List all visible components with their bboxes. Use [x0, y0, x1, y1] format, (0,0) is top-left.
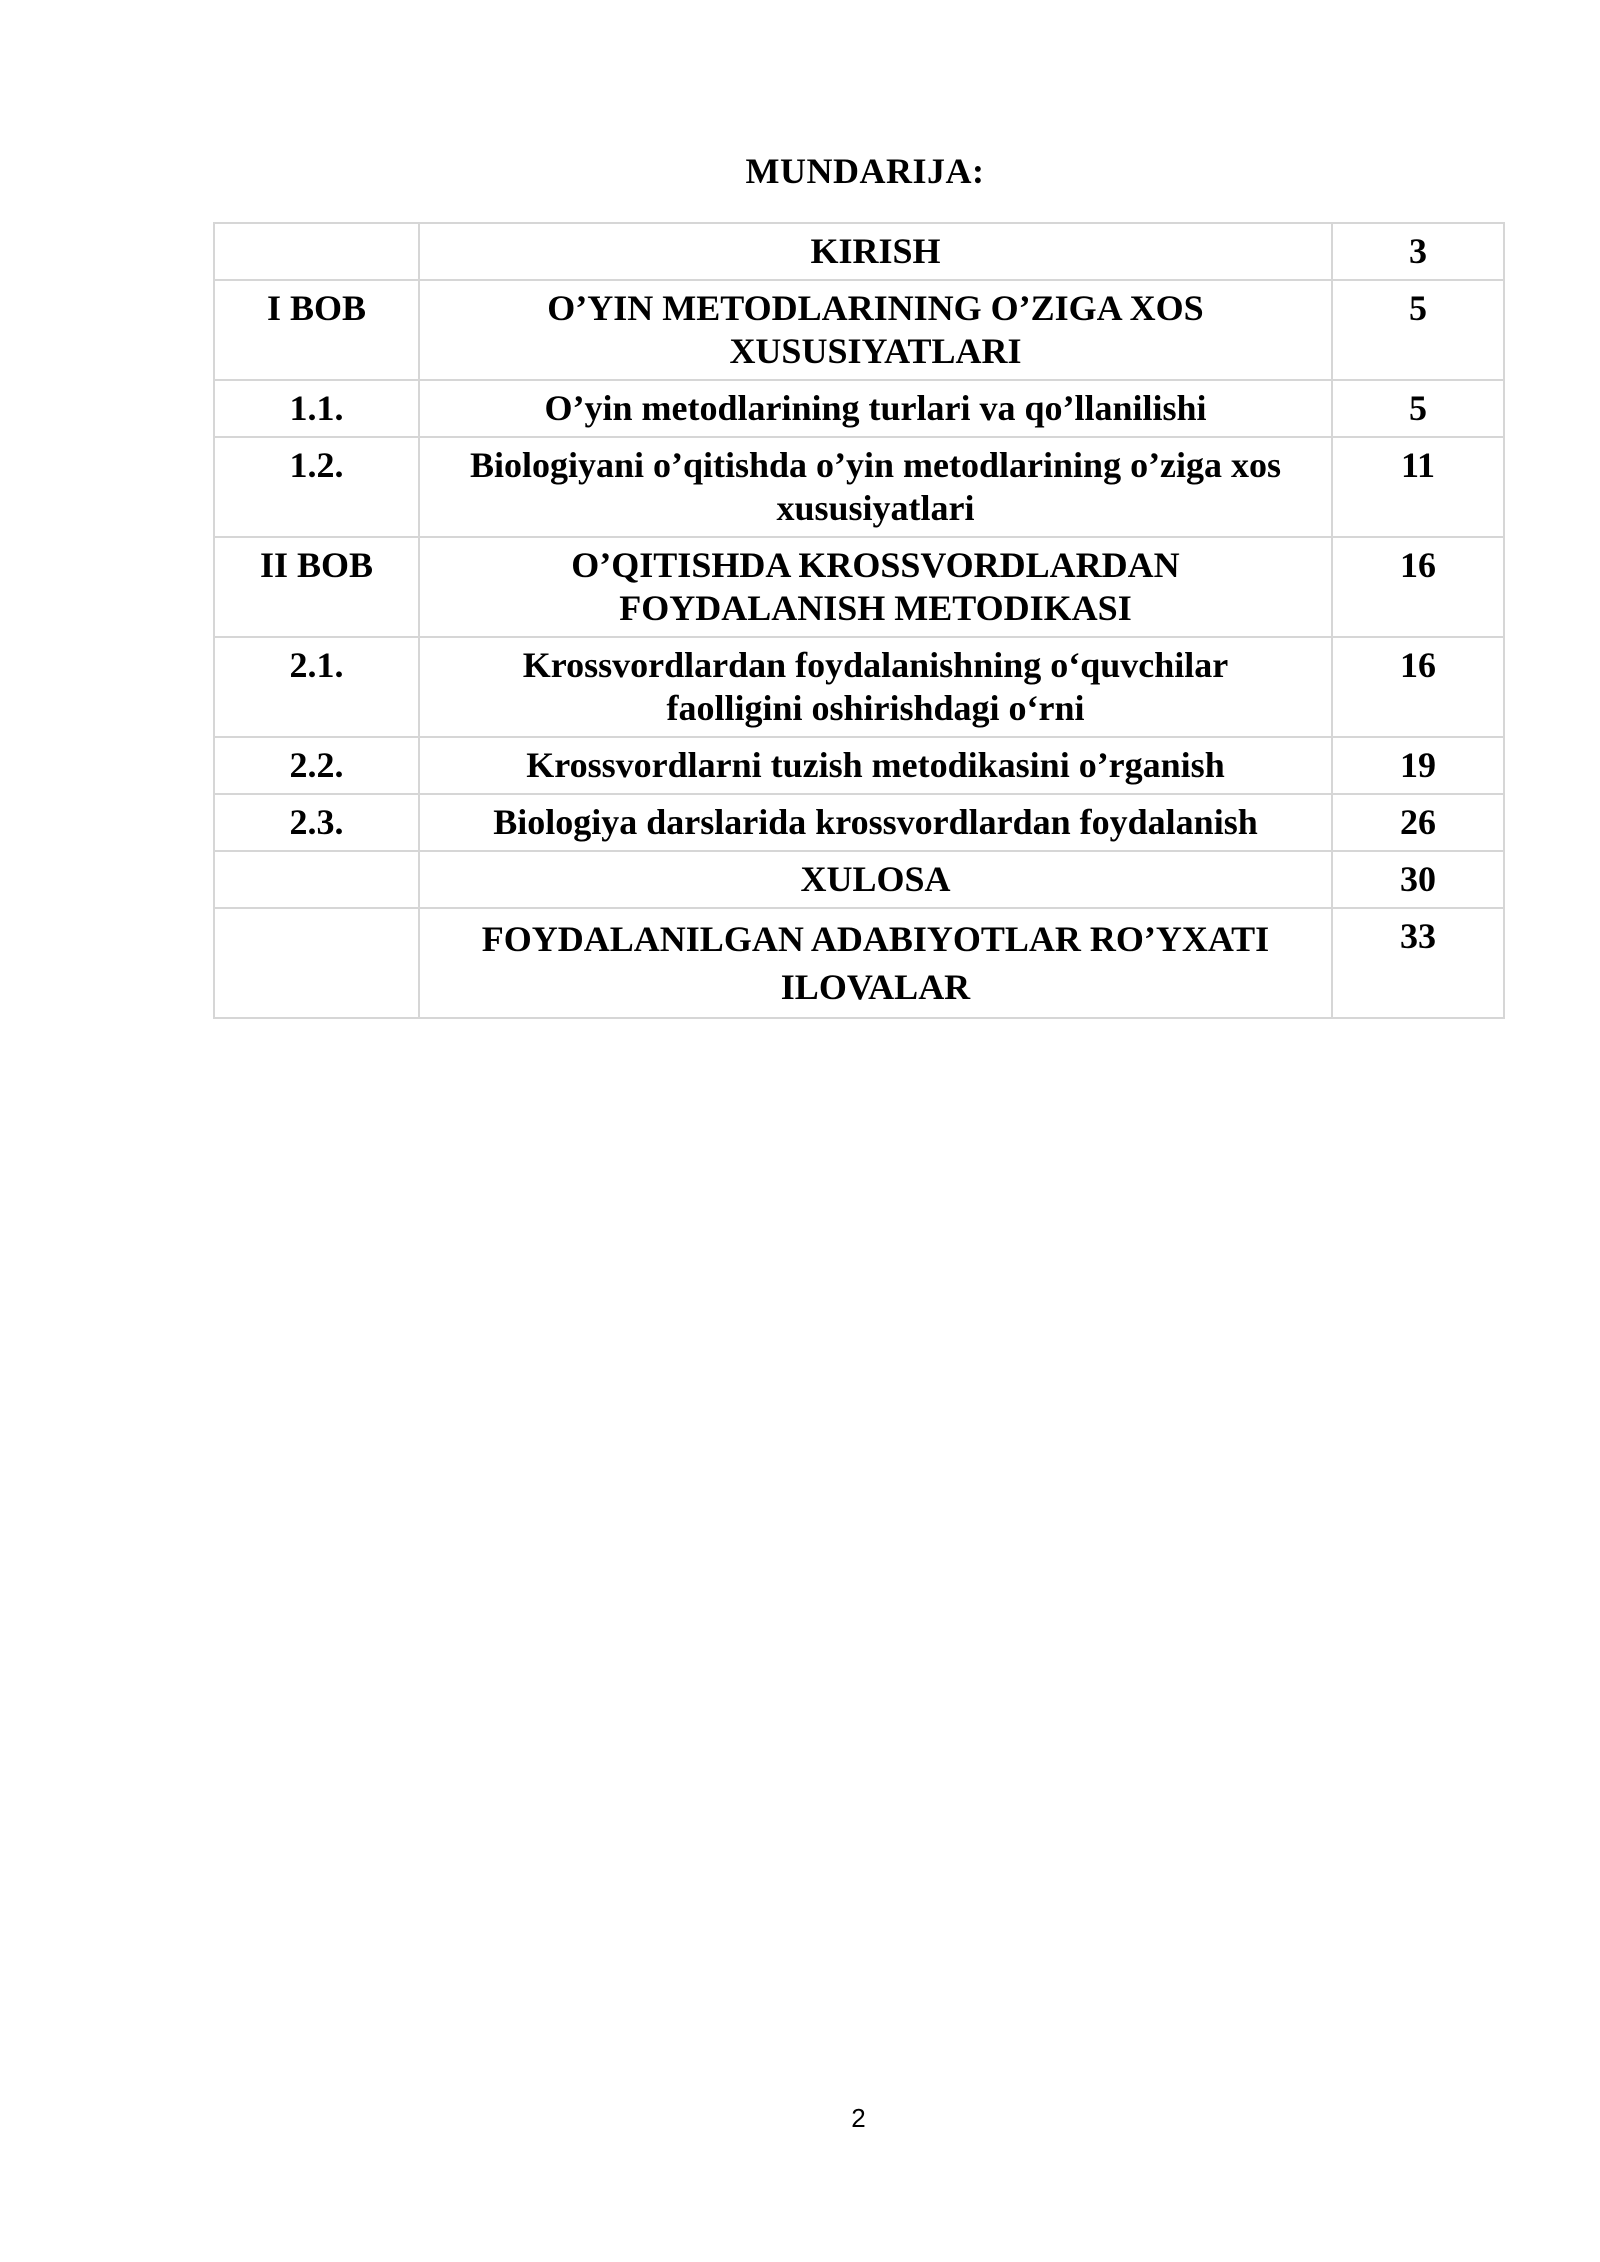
toc-page-number: 3	[1332, 223, 1504, 280]
toc-page-number: 5	[1332, 280, 1504, 380]
toc-row-adabiyotlar	[214, 908, 1504, 1018]
toc-page-number: 26	[1332, 794, 1504, 851]
toc-section-number: I BOB	[214, 280, 419, 380]
toc-section-number	[214, 908, 419, 1018]
page-title: MUNDARIJA:	[745, 151, 985, 191]
toc-section-title: Krossvordlarni tuzish metodikasini o’rganish	[419, 737, 1332, 794]
toc-page-number: 16	[1332, 637, 1504, 737]
toc-section-number: 2.2.	[214, 737, 419, 794]
toc-section-number: 2.3.	[214, 794, 419, 851]
toc-page-number: 30	[1332, 851, 1504, 908]
toc-row-2-2	[214, 737, 1504, 794]
toc-row-2-1	[214, 637, 1504, 737]
toc-section-title: XULOSA	[419, 851, 1332, 908]
toc-section-title: O’YIN METODLARINING O’ZIGA XOS XUSUSIYATLARI	[419, 280, 1332, 380]
toc-page-number: 19	[1332, 737, 1504, 794]
toc-section-title: Biologiyani o’qitishda o’yin metodlarining o’ziga xos xususiyatlari	[419, 437, 1332, 537]
toc-row-chapter-2	[214, 537, 1504, 637]
toc-row-chapter-1	[214, 280, 1504, 380]
toc-section-number	[214, 851, 419, 908]
toc-section-number: 1.1.	[214, 380, 419, 437]
toc-row-kirish	[214, 223, 1504, 280]
toc-section-number	[214, 223, 419, 280]
table-of-contents	[213, 222, 1505, 1019]
toc-section-title: Biologiya darslarida krossvordlardan foydalanish	[419, 794, 1332, 851]
toc-page-number: 16	[1332, 537, 1504, 637]
toc-row-1-2	[214, 437, 1504, 537]
toc-section-number: II BOB	[214, 537, 419, 637]
toc-section-title: O’QITISHDA KROSSVORDLARDAN FOYDALANISH METODIKASI	[419, 537, 1332, 637]
toc-section-number: 2.1.	[214, 637, 419, 737]
toc-page-number: 33	[1332, 908, 1504, 1018]
toc-row-2-3	[214, 794, 1504, 851]
toc-section-title: Krossvordlardan foydalanishning o‘quvchilar faolligini oshirishdagi o‘rni	[419, 637, 1332, 737]
toc-row-1-1	[214, 380, 1504, 437]
toc-page-number: 5	[1332, 380, 1504, 437]
page-number: 2	[851, 2103, 866, 2133]
toc-row-xulosa	[214, 851, 1504, 908]
toc-section-title: KIRISH	[419, 223, 1332, 280]
toc-section-title: O’yin metodlarining turlari va qo’llanilishi	[419, 380, 1332, 437]
toc-section-number: 1.2.	[214, 437, 419, 537]
toc-section-title: FOYDALANILGAN ADABIYOTLAR RO’YXATI ILOVALAR	[419, 908, 1332, 1018]
toc-page-number: 11	[1332, 437, 1504, 537]
